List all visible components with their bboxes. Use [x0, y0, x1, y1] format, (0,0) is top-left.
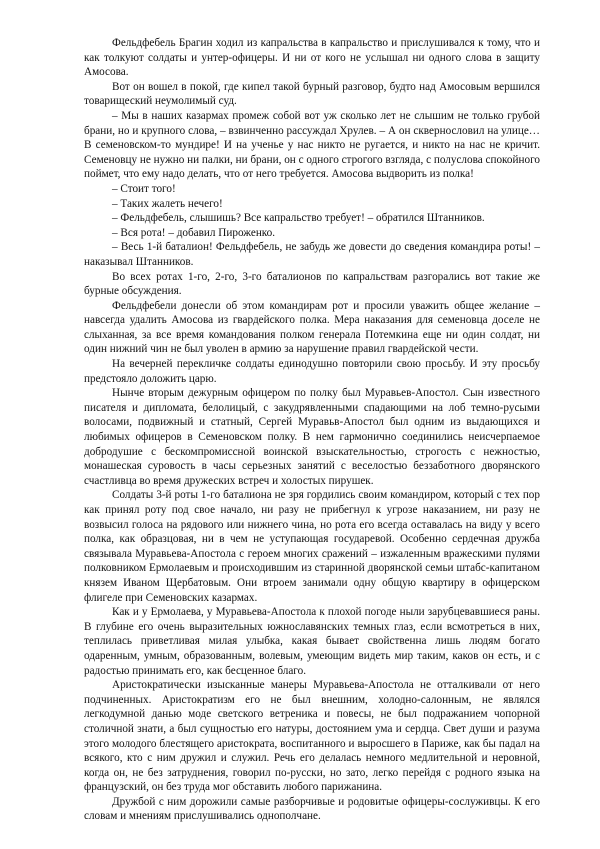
dialogue-line: – Весь 1-й баталион! Фельдфебель, не забудь же довести до сведения командира роты! – наказывал Штанников.	[84, 241, 540, 268]
paragraph: Фельдфебели донесли об этом командирам рот и просили уважить общее желание – навсегда удалить Амосова из гвардейского полка. Мера наказания для семеновца доселе не слыханная, за все время командования полком генерала Потемкина еще ни один солдат, ни один нижний чин не был уволен в армию за нарушение правил гвардейской чести.	[84, 299, 540, 356]
paragraph: Аристократически изысканные манеры Муравьева-Апостола не отталкивали от него подчиненных. Аристократизм его не был внешним, холодно-салонным, не являлся легкодумной данью моде светского ветреника и повесы, не был подражанием чопорной столичной знати, а был сущностью его натуры, достоянием ума и сердца. Свет души и разума этого молодого блестящего аристократа, воспитанного и выросшего в Париже, как бы падал на всякого, кто с ним дружил и служил. Речь его делалась немного медлительной и неровной, когда он, не без затруднения, говорил по-русски, но зато, легко перейдя с родного языка на французский, он без труда мог обставить любого парижанина.	[84, 679, 540, 794]
dialogue-line: – Фельдфебель, слышишь? Все капральство требует! – обратился Штанников.	[112, 212, 485, 225]
paragraph: Нынче вторым дежурным офицером по полку был Муравьев-Апостол. Сын известного писателя и дипломата, белолицый, с закудрявленными спадающими на лоб темно-русыми волосами, подвижный и статный, Сергей Муравьв-Апостол был одним из выдающихся и любимых офицеров в Семеновском полку. В нем гармонично соединились неисчерпаемое добродушие с бескомпромиссной воинской взыскательностью, строгость с нежностью, монашеская суровость в часы серьезных занятий с веселостью беззаботного дворянского счастливца во время дружеских встреч и холостых пирушек.	[84, 387, 540, 487]
paragraph: Дружбой с ним дорожили самые разборчивые и родовитые офицеры-сослуживцы. К его словам и мнениям прислушивались однополчане.	[84, 795, 540, 823]
paragraph: Фельдфебель Брагин ходил из капральства в капральство и прислушивался к тому, что и как толкуют солдаты и унтер-офицеры. И ни от кого не услышал ни одного слова в защиту Амосова.	[84, 37, 540, 79]
dialogue-line: – Таких жалеть нечего!	[112, 197, 223, 210]
dialogue-line: – Стоит того!	[112, 182, 176, 195]
paragraph: – Мы в наших казармах промеж собой вот уж сколько лет не слышим не только грубой брани, но и крупного слова, – взвинченно рассуждал Хрулев. – А он сквернословил на улице… В семеновском-то мундире! И на ученье у нас никто не ругается, и никто на нас не кричит. Семеновцу не нужно ни палки, ни брани, он с одного строгого взгляда, с полуслова спокойного поймет, что ему надо делать, что от него требуется. Амосова выдворить из полка!	[84, 109, 540, 181]
paragraph: Как и у Ермолаева, у Муравьева-Апостола к плохой погоде ныли зарубцевавшиеся раны. В глубине его очень выразительных южнославянских темных глаз, если всмотреться в них, теплилась приветливая милая улыбка, какая бывает свойственна лишь людям богато одаренным, умным, образованным, волевым, умеющим видеть мир таким, каков он есть, и с радостью принимать его, как бесценное благо.	[84, 606, 540, 677]
dialogue-line: – Вся рота! – добавил Пироженко.	[112, 226, 276, 239]
paragraph: Во всех ротах 1-го, 2-го, 3-го баталионов по капральствам разгорались вот такие же бурные обсуждения.	[84, 270, 540, 298]
paragraph: Вот он вошел в покой, где кипел такой бурный разговор, будто над Амосовым вершился товарищеский неумолимый суд.	[84, 80, 540, 108]
paragraph: Солдаты 3-й роты 1-го баталиона не зря гордились своим командиром, который с тех пор как принял роту под свое начало, ни разу не прибегнул к угрозе наказанием, ни разу не возвысил голоса на рядового или нижнего чина, но рота его всегда оставалась на виду у всего полка, как образцовая, ни в чем не уступающая государевой. Особенно сердечная дружба связывала Муравьева-Апостола с героем многих сражений – изжаленным вражескими пулями полковником Ермолаевым и происходившим из старинной дворянской семьи штабс-капитаном князем Иваном Щербатовым. Они втроем занимали одну общую квартиру в офицерском флигеле при Семеновских казармах.	[84, 489, 540, 604]
paragraph: На вечерней перекличке солдаты единодушно повторили свою просьбу. И эту просьбу предстояло доложить царю.	[84, 358, 540, 385]
